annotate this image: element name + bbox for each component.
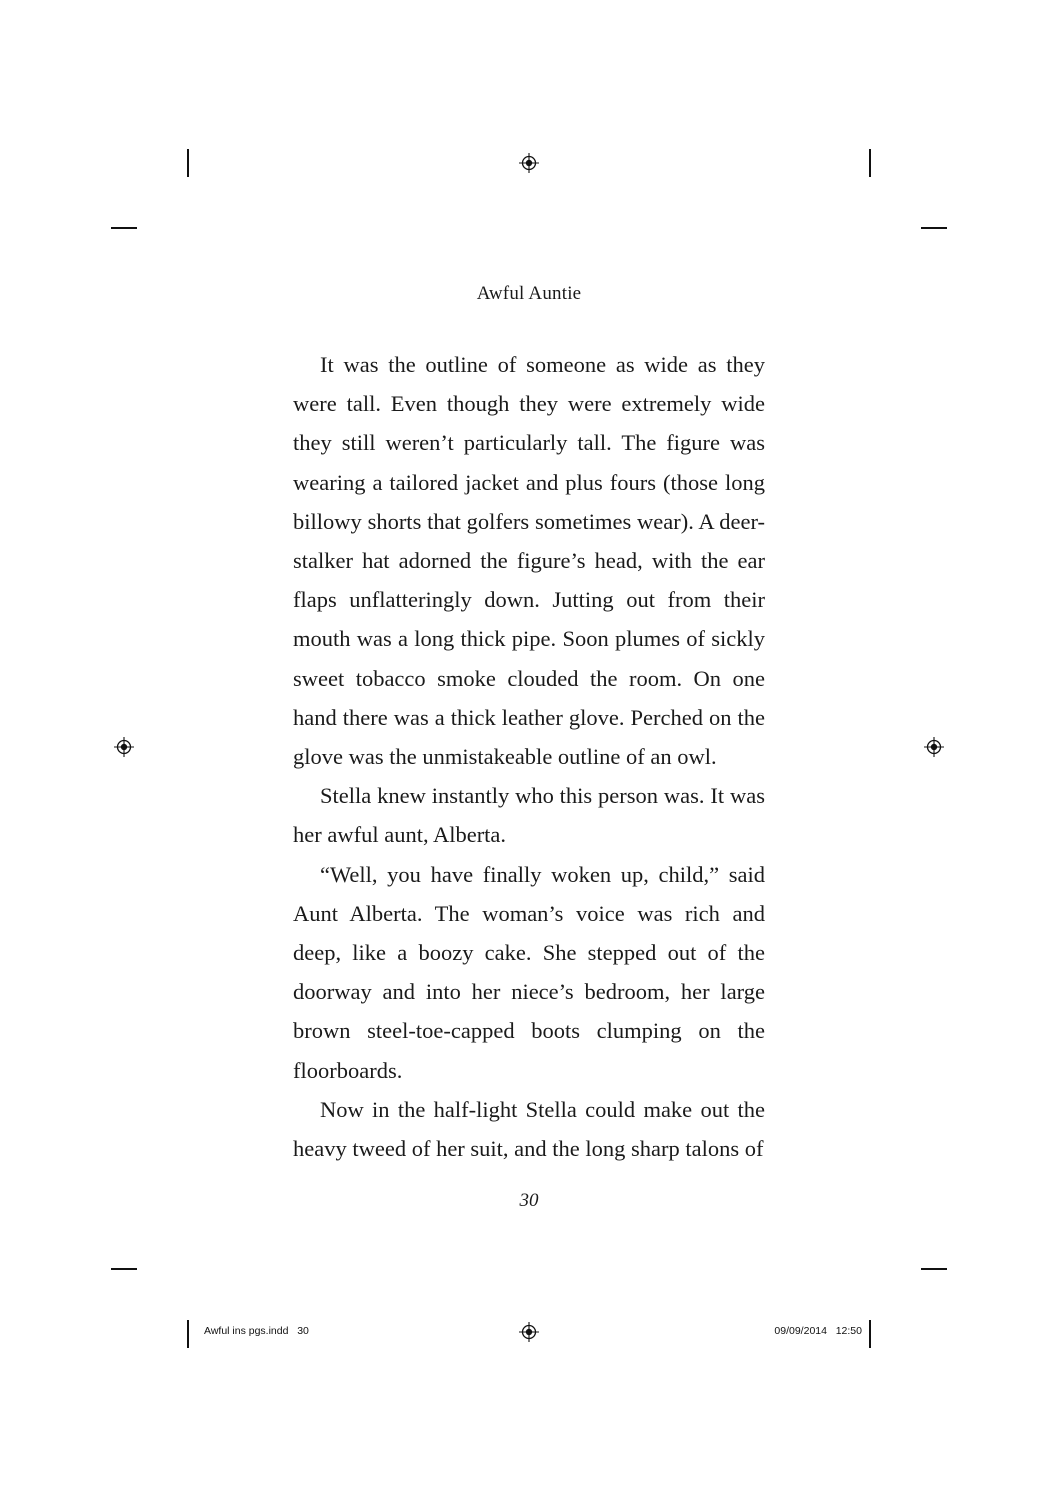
registration-mark-icon [114,737,134,757]
registration-mark-icon [519,1322,539,1342]
paragraph: It was the outline of someone as wide as they were tall. Even though they were extremely wide they still weren’t particularly tall. The figure was wearing a tailored jacket and plus fours (those long billowy shorts that golfers sometimes wear). A deer-stalker hat adorned the figure’s head, with the ear flaps unflatteringly down. Jutting out from their mouth was a long thick pipe. Soon plumes of sickly sweet tobacco smoke clouded the room. On one hand there was a thick leather glove. Perched on the glove was the unmistakeable outline of an owl. [293,352,765,770]
crop-mark-bottom-right-vertical [869,1320,871,1348]
crop-mark-top-right-horizontal [921,227,947,229]
page-number: 30 [519,1190,539,1211]
crop-mark-top-left-vertical [187,149,189,177]
running-head: Awful Auntie [476,283,582,304]
slug-file-name: Awful ins pgs.indd 30 [204,1325,309,1337]
crop-mark-top-left-horizontal [111,227,137,229]
crop-mark-bottom-right-horizontal [921,1268,947,1270]
paragraph: Stella knew instantly who this person was. It was her awful aunt, Alberta. [293,783,765,848]
crop-mark-bottom-left-horizontal [111,1268,137,1270]
paragraph: “Well, you have finally woken up, child,” said Aunt Alberta. The woman’s voice was rich and deep, like a boozy cake. She stepped out of the doorway and into her niece’s bedroom, her large brown steel-toe-capped boots clumping on the floorboards. [293,861,765,1083]
body-text [293,345,765,1168]
paragraph: Now in the half-light Stella could make out the heavy tweed of her suit, and the long sharp talons of [293,1096,765,1162]
registration-mark-icon [519,153,539,173]
registration-mark-icon [924,737,944,757]
crop-mark-bottom-left-vertical [187,1320,189,1348]
crop-mark-top-right-vertical [869,149,871,177]
slug-date-time: 09/09/2014 12:50 [774,1325,862,1337]
